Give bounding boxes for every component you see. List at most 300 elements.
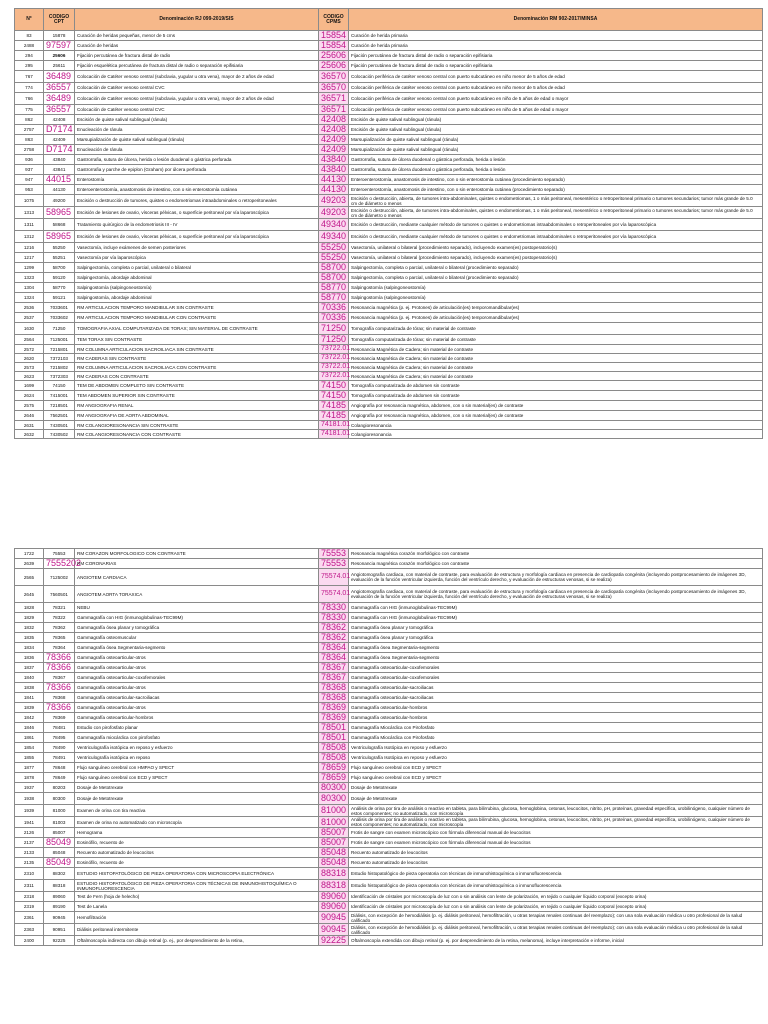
cell-codigo-cpms: 25606	[319, 61, 349, 71]
cell-denominacion-rm: Colangioresonancia	[349, 421, 763, 430]
table-row	[15, 93, 763, 105]
cell-codigo-cpms: 74181.01	[319, 430, 349, 439]
cell-num: 1075	[15, 195, 44, 207]
cell-num: 2400	[15, 936, 44, 946]
table-row	[15, 219, 763, 231]
cell-codigo-cpt: 88318	[44, 880, 75, 892]
cell-denominacion-rm: Vasectomía, unilateral o bilateral (procedimiento separado), incluyendo examen(es) postoperatorio(s)	[349, 243, 763, 253]
cell-denominacion-rm: Marsupialización de quiste salival sublingual (ránula)	[349, 145, 763, 155]
table-row	[15, 303, 763, 313]
cell-codigo-cpms: 71250	[319, 323, 349, 335]
table-row	[15, 345, 763, 354]
cell-codigo-cpt: 43841	[44, 165, 75, 175]
cell-denominacion-rj: RM COLANGIORESONANCIA CON CONTRASTE	[75, 430, 319, 439]
cell-denominacion-rj: Salpingostomía (salpingoneostomía)	[75, 283, 319, 293]
cell-denominacion-rm: Tomografía computarizada de tórax; sin material de contraste	[349, 335, 763, 345]
cell-codigo-cpt: 55250	[44, 243, 75, 253]
cell-denominacion-rj: Ventriculografía isotópica en reposo	[75, 753, 319, 763]
cell-denominacion-rj: Gammagrafía osteoarticular-otros	[75, 653, 319, 663]
cell-denominacion-rm: Gammagrafía osteoarticular-sacroiliacas	[349, 683, 763, 693]
table-row	[15, 125, 763, 135]
cell-codigo-cpt: 59120	[44, 273, 75, 283]
table-row	[15, 293, 763, 303]
cell-denominacion-rj: RM ANGIOGRAFIA RENAL	[75, 401, 319, 411]
cell-num: 1937	[15, 783, 44, 793]
cell-codigo-cpt: 78365	[44, 633, 75, 643]
cell-codigo-cpt: 89190	[44, 902, 75, 912]
cell-codigo-cpt: 85007	[44, 828, 75, 838]
cell-denominacion-rj: RM ANGIOGRAFIA DE AORTA ABDOMINAL	[75, 411, 319, 421]
cell-denominacion-rm: Análisis de orina por tira de análisis o reactivo en tableta, para bilirrubina, glucosa, hemoglobina, cetonas, leucocitos, nitrito, pH, proteínas, gravedad específica, urobilinógeno, cualquier número de estos componentes; no automatizado, con microscopía	[349, 805, 763, 817]
table-row	[15, 763, 763, 773]
cell-num: 2361	[15, 912, 44, 924]
cell-num: 775	[15, 105, 44, 115]
cell-codigo-cpt: 97597	[44, 41, 75, 51]
table-row	[15, 793, 763, 805]
page-gap	[0, 530, 768, 548]
cell-denominacion-rm: Angiotomografía cardiaca, con material de contraste, para evaluación de estructura y morfología cardiaca en presencia de cardiopatía congénita (incluyendo postprocesamiento de imágenes 3D, evaluación de la función ventricular izquierda, función del ventrículo derecho, y evaluación de estructuras venosas, si se realiza)	[349, 586, 763, 603]
cell-codigo-cpt: 7372303	[44, 372, 75, 381]
table-row	[15, 430, 763, 439]
table-row	[15, 313, 763, 323]
cell-denominacion-rm: Gammagrafía osteoarticular-coxofemorales	[349, 663, 763, 673]
document-page-1	[14, 8, 762, 439]
cell-codigo-cpms: 75574.01	[319, 569, 349, 586]
cell-denominacion-rj: RM CORAZON MORFOLOGICO CON CONTRASTE	[75, 549, 319, 559]
cell-num: 2631	[15, 421, 44, 430]
cell-codigo-cpms: 78368	[319, 683, 349, 693]
cell-denominacion-rm: Enteroenterostomía, anastomosis de intestino, con o sin enterostomía cutánea (procedimiento separado)	[349, 175, 763, 185]
table-row	[15, 549, 763, 559]
cell-codigo-cpms: 78364	[319, 653, 349, 663]
cell-codigo-cpt: 78366	[44, 683, 75, 693]
cell-denominacion-rj: Gammagrafía con HIG (inmunoglobulinas-TEC99M)	[75, 613, 319, 623]
cell-num: 2645	[15, 586, 44, 603]
cell-codigo-cpt: 58668	[44, 219, 75, 231]
table-row	[15, 243, 763, 253]
cell-codigo-cpt: 78366	[44, 703, 75, 713]
cell-codigo-cpms: 36570	[319, 83, 349, 93]
cell-denominacion-rj: RM COLUMNA ARTICULACION SACROILIACA SIN CONTRASTE	[75, 345, 319, 354]
cell-codigo-cpms: 73722.01	[319, 345, 349, 354]
cell-codigo-cpt: 78362	[44, 623, 75, 633]
cell-codigo-cpms: 42408	[319, 125, 349, 135]
cell-codigo-cpms: 78367	[319, 663, 349, 673]
table-row	[15, 828, 763, 838]
cell-denominacion-rj: TOMOGRAFIA AXIAL COMPUTARIZADA DE TORAX; SIN MATERIAL DE CONTRASTE	[75, 323, 319, 335]
cell-denominacion-rm: Vasectomía, unilateral o bilateral (procedimiento separado), incluyendo examen(es) postoperatorio(s)	[349, 253, 763, 263]
cell-codigo-cpt: D7174	[44, 145, 75, 155]
cell-denominacion-rj: Enucleación de ránula	[75, 145, 319, 155]
cell-denominacion-rj: Test de Fern (hoja de helecho)	[75, 892, 319, 902]
cell-codigo-cpms: 78364	[319, 643, 349, 653]
cell-num: 1324	[15, 293, 44, 303]
cell-num: 2573	[15, 363, 44, 372]
table-row	[15, 936, 763, 946]
cell-denominacion-rj: Eosinófilo, recuento de	[75, 838, 319, 848]
cell-num: 2363	[15, 924, 44, 936]
cell-num: 1841	[15, 693, 44, 703]
cell-codigo-cpt: 80203	[44, 783, 75, 793]
cell-denominacion-rj: RM CORONARIAS	[75, 559, 319, 569]
cell-denominacion-rj: Gammagrafía miocárdica con pirofosfato	[75, 733, 319, 743]
cell-codigo-cpt: 75553	[44, 549, 75, 559]
cell-denominacion-rj: RM COLUMNA ARTICULACION SACROILIACA CON CONTRASTE	[75, 363, 319, 372]
cell-codigo-cpms: 15854	[319, 31, 349, 41]
cell-num: 1855	[15, 753, 44, 763]
cell-denominacion-rm: Resonancia magnética corazón morfológico con contraste	[349, 559, 763, 569]
table-row	[15, 603, 763, 613]
cell-denominacion-rj: Escisión de lesiones de ovario, vísceras pélvicas, o superficie peritoneal por vía laparoscópica	[75, 207, 319, 219]
cell-codigo-cpms: 70336	[319, 313, 349, 323]
cell-codigo-cpt: 78495	[44, 733, 75, 743]
cell-codigo-cpt: 78491	[44, 753, 75, 763]
cell-num: 2624	[15, 391, 44, 401]
cell-codigo-cpms: 81000	[319, 805, 349, 817]
cell-denominacion-rj: Dosaje de Metotrexate	[75, 793, 319, 805]
cell-denominacion-rj: RM ARTICULACION TEMPORO MANDIBULAR SIN CONTRASTE	[75, 303, 319, 313]
table-row	[15, 135, 763, 145]
table-row	[15, 868, 763, 880]
cell-denominacion-rm: Angiografía por resonancia magnética, abdomen, con o sin material(es) de contraste	[349, 411, 763, 421]
cell-codigo-cpms: 78330	[319, 603, 349, 613]
cell-codigo-cpms: 44130	[319, 175, 349, 185]
cell-denominacion-rm: Colocación periférica de catéter venoso central con puerto subcutáneo en niño de 5 años de edad o mayor	[349, 93, 763, 105]
cell-codigo-cpt: 44130	[44, 185, 75, 195]
cell-denominacion-rm: Recuento automatizado de leucocitos	[349, 848, 763, 858]
cell-denominacion-rj: Tratamiento quirúrgico de la endometriosis III - IV	[75, 219, 319, 231]
cell-codigo-cpt: 55251	[44, 253, 75, 263]
cell-denominacion-rm: Salpingectomía, completa o parcial, unilateral o bilateral (procedimiento separado)	[349, 263, 763, 273]
cell-codigo-cpms: 43840	[319, 155, 349, 165]
cell-codigo-cpt: 36557	[44, 83, 75, 93]
table-row	[15, 273, 763, 283]
cell-codigo-cpt: 7430501	[44, 421, 75, 430]
cell-denominacion-rj: Salpingostomía, abordaje abdominal	[75, 293, 319, 303]
cell-codigo-cpt: 78649	[44, 773, 75, 783]
cell-denominacion-rj: Marsupialización de quiste salival sublingual (ránula)	[75, 135, 319, 145]
table-row	[15, 653, 763, 663]
cell-codigo-cpt: 58770	[44, 283, 75, 293]
cell-num: 2311	[15, 880, 44, 892]
table-row	[15, 411, 763, 421]
cell-codigo-cpms: 70336	[319, 303, 349, 313]
cell-codigo-cpms: 44130	[319, 185, 349, 195]
cell-codigo-cpms: 58700	[319, 263, 349, 273]
cell-denominacion-rj: RM ARTICULACION TEMPORO MANDIBULAR CON CONTRASTE	[75, 313, 319, 323]
table-row	[15, 363, 763, 372]
document-page-2	[14, 548, 762, 946]
cell-codigo-cpt: 90945	[44, 912, 75, 924]
cell-codigo-cpms: 42409	[319, 135, 349, 145]
cell-codigo-cpt: 78648	[44, 763, 75, 773]
cell-denominacion-rj: Colocación de Catéter venoso central (subclavia, yugular u otra vena), mayor de 2 años de edad	[75, 71, 319, 83]
cell-denominacion-rj: NEBU	[75, 603, 319, 613]
cell-num: 2536	[15, 303, 44, 313]
cell-denominacion-rm: Tomografía computarizada de abdomen sin contraste	[349, 381, 763, 391]
table-row	[15, 848, 763, 858]
cell-num: 1216	[15, 243, 44, 253]
cell-denominacion-rm: Dosaje de Metotrexate	[349, 783, 763, 793]
table-row	[15, 231, 763, 243]
cell-codigo-cpms: 55250	[319, 243, 349, 253]
cell-codigo-cpms: 78367	[319, 673, 349, 683]
cell-denominacion-rm: Curación de herida primaria	[349, 31, 763, 41]
cell-denominacion-rj: TEM TORAX SIN CONTRASTE	[75, 335, 319, 345]
cell-denominacion-rm: Gammagrafía osteoarticular-coxofemorales	[349, 673, 763, 683]
cell-denominacion-rj: Gammagrafía osteoarticular-otros	[75, 683, 319, 693]
cell-codigo-cpms: 49340	[319, 231, 349, 243]
cell-num: 2318	[15, 892, 44, 902]
cell-denominacion-rm: Resonancia magnética (p. ej. Protones) de articulación(es) temporomandibular(es)	[349, 313, 763, 323]
cell-denominacion-rm: Resonancia Magnética de Cadera; sin material de contraste	[349, 372, 763, 381]
table-row	[15, 31, 763, 41]
cell-codigo-cpms: 80300	[319, 793, 349, 805]
cell-codigo-cpms: 78330	[319, 613, 349, 623]
table-row	[15, 105, 763, 115]
cell-denominacion-rj: Salpingectomía, completa o parcial, unilateral o bilateral	[75, 263, 319, 273]
table-row	[15, 195, 763, 207]
cell-denominacion-rj: Diálisis peritoneal intermitente	[75, 924, 319, 936]
cell-codigo-cpt: 58965	[44, 231, 75, 243]
cell-codigo-cpms: 85048	[319, 858, 349, 868]
cell-num: 2646	[15, 411, 44, 421]
cell-codigo-cpms: 49340	[319, 219, 349, 231]
cell-denominacion-rj: Gammagrafía osteoarticular-otros	[75, 703, 319, 713]
cell-num: 774	[15, 83, 44, 93]
table-row	[15, 71, 763, 83]
cell-num: 2565	[15, 569, 44, 586]
cell-codigo-cpt: 88302	[44, 868, 75, 880]
table-row	[15, 559, 763, 569]
cell-num: 295	[15, 61, 44, 71]
cell-denominacion-rm: Identificación de cristales por microscopía de luz con o sin análisis con lente de polarización, en tejido o cualquier líquido corporal (excepto orina)	[349, 902, 763, 912]
cell-codigo-cpt: 25606	[44, 51, 75, 61]
cell-codigo-cpms: 74185	[319, 411, 349, 421]
cell-denominacion-rj: Gastrorrafia, sutura de úlcera, herida o lesión duodenal o gástrica perforada	[75, 155, 319, 165]
cell-num: 1829	[15, 613, 44, 623]
cell-denominacion-rj: Flujo sanguíneo cerebral con HMPAO y SPECT	[75, 763, 319, 773]
cell-denominacion-rm: Frotis de sangre con examen microscópico con fórmula diferencial manual de leucocitos	[349, 828, 763, 838]
cell-codigo-cpt: 78490	[44, 743, 75, 753]
cell-codigo-cpt: 25611	[44, 61, 75, 71]
cell-denominacion-rm: Gammagrafía ósea planar y tomográfica	[349, 623, 763, 633]
table-row	[15, 743, 763, 753]
table-body-1	[15, 31, 763, 439]
cell-denominacion-rj: Oftalmoscopía indirecta con dibujo retinal (p. ej., por desprendimiento de la retina,	[75, 936, 319, 946]
code-mapping-table-1	[14, 8, 763, 439]
cell-codigo-cpms: 89060	[319, 902, 349, 912]
cell-codigo-cpms: 73722.01	[319, 363, 349, 372]
cell-num: 1837	[15, 663, 44, 673]
cell-num: 1861	[15, 733, 44, 743]
table-body-2	[15, 549, 763, 946]
table-row	[15, 613, 763, 623]
cell-codigo-cpt: 80300	[44, 793, 75, 805]
cell-codigo-cpms: 78508	[319, 753, 349, 763]
cell-denominacion-rm: Estudio histopatológico de pieza operatoria con técnicas de inmunohistoquímica o inmunofluorescencia	[349, 880, 763, 892]
cell-codigo-cpt: 78366	[44, 653, 75, 663]
table-row	[15, 263, 763, 273]
cell-codigo-cpt: 7215802	[44, 363, 75, 372]
cell-num: 83	[15, 31, 44, 41]
cell-denominacion-rj: ANGIOTEM AORTA TORAXICA	[75, 586, 319, 603]
cell-denominacion-rj: TEM DE ABDOMEN COMPLETO SIN CONTRASTE	[75, 381, 319, 391]
table-row	[15, 703, 763, 713]
table-row	[15, 381, 763, 391]
cell-num: 1854	[15, 743, 44, 753]
table-row	[15, 207, 763, 219]
table-row	[15, 354, 763, 363]
table-row	[15, 817, 763, 828]
cell-codigo-cpms: 78362	[319, 633, 349, 643]
cell-denominacion-rm: Escisión de quiste salival sublingual (ránula)	[349, 115, 763, 125]
cell-codigo-cpt: 44015	[44, 175, 75, 185]
cell-denominacion-rj: Salpingectomía, abordaje abdominal	[75, 273, 319, 283]
cell-denominacion-rj: Gammagrafía osteoarticular-sacroiliacas	[75, 693, 319, 703]
cell-num: 1840	[15, 673, 44, 683]
cell-denominacion-rm: Colocación periférica de catéter venoso central con puerto subcutáneo en niño menor de 5 años de edad	[349, 71, 763, 83]
cell-denominacion-rm: Estudio histopatológico de pieza operatoria con técnicas de inmunohistoquímica o inmunofluorescencia	[349, 868, 763, 880]
cell-num: 2310	[15, 868, 44, 880]
table-row	[15, 753, 763, 763]
cell-num: 1323	[15, 273, 44, 283]
cell-num: 1878	[15, 773, 44, 783]
cell-denominacion-rj: Enterostomía	[75, 175, 319, 185]
cell-codigo-cpt: 7562501	[44, 411, 75, 421]
table-header-row	[15, 9, 763, 31]
cell-codigo-cpms: 89060	[319, 892, 349, 902]
cell-num: 1312	[15, 231, 44, 243]
table-row	[15, 673, 763, 683]
cell-denominacion-rm: Salpingectomía, completa o parcial, unilateral o bilateral (procedimiento separado)	[349, 273, 763, 283]
cell-codigo-cpms: 36571	[319, 105, 349, 115]
cell-codigo-cpt: 36489	[44, 93, 75, 105]
cell-codigo-cpms: 85048	[319, 848, 349, 858]
cell-codigo-cpms: 85007	[319, 838, 349, 848]
cell-codigo-cpt: 78322	[44, 613, 75, 623]
cell-num: 1939	[15, 805, 44, 817]
cell-denominacion-rj: Colocación de Catéter venoso central CVC	[75, 105, 319, 115]
cell-denominacion-rm: Gastrorrafia, sutura de úlcera duodenal o gástrica perforada, herida o lesión	[349, 155, 763, 165]
cell-codigo-cpms: 49203	[319, 207, 349, 219]
cell-denominacion-rm: Enteroenterostomía, anastomosis de intestino, con o sin enterostomía cutánea (procedimiento separado)	[349, 185, 763, 195]
table-row	[15, 693, 763, 703]
cell-codigo-cpt: 7125002	[44, 569, 75, 586]
cell-num: 2639	[15, 559, 44, 569]
table-row	[15, 61, 763, 71]
cell-denominacion-rj: Examen de orina no automatizado con microscopía	[75, 817, 319, 828]
table-row	[15, 713, 763, 723]
cell-num: 2575	[15, 401, 44, 411]
cell-codigo-cpms: 78659	[319, 773, 349, 783]
cell-denominacion-rj: Colocación de Catéter venoso central (subclavia, yugular u otra vena), mayor de 2 años de edad	[75, 93, 319, 105]
cell-denominacion-rj: Enucleación de ránula	[75, 125, 319, 135]
cell-num: 1832	[15, 623, 44, 633]
table-row	[15, 83, 763, 93]
cell-codigo-cpms: 49203	[319, 195, 349, 207]
cell-denominacion-rm: Resonancia Magnética de Cadera; sin material de contraste	[349, 363, 763, 372]
cell-num: 2620	[15, 354, 44, 363]
cell-codigo-cpt: 78368	[44, 693, 75, 703]
cell-denominacion-rj: Curación de heridas	[75, 41, 319, 51]
table-row	[15, 165, 763, 175]
table-row	[15, 323, 763, 335]
cell-codigo-cpms: 74150	[319, 381, 349, 391]
table-row	[15, 421, 763, 430]
cell-denominacion-rm: Escisión o destrucción, abierta, de tumores intra-abdominales, quistes o endometriomas, 1 o más peritoneal, mesentérico o retroperitoneal primario o tumores secundarios; tumor más grande de 5.0 cm de diámetro o menos	[349, 207, 763, 219]
table-row	[15, 155, 763, 165]
cell-denominacion-rm: Gammagrafía ósea Segmentaria-segmento	[349, 653, 763, 663]
table-row	[15, 253, 763, 263]
cell-codigo-cpms: 55250	[319, 253, 349, 263]
cell-denominacion-rm: Tomografía computarizada de tórax; sin material de contraste	[349, 323, 763, 335]
cell-denominacion-rj: Colocación de Catéter venoso central CVC	[75, 83, 319, 93]
cell-denominacion-rm: Gammagrafía osteoarticular-hombros	[349, 713, 763, 723]
table-row	[15, 391, 763, 401]
cell-num: 2564	[15, 335, 44, 345]
cell-denominacion-rj: Examen de orina con tira reactiva	[75, 805, 319, 817]
cell-num: 1304	[15, 283, 44, 293]
cell-denominacion-rj: Escisión de quiste salival sublingual (ránula)	[75, 115, 319, 125]
cell-codigo-cpms: 74150	[319, 391, 349, 401]
cell-codigo-cpt: 90951	[44, 924, 75, 936]
cell-denominacion-rm: Gammagrafía Miocárdica con Pirofosfato	[349, 733, 763, 743]
cell-denominacion-rm: Gastrorrafia, sutura de úlcera duodenal o gástrica perforada, herida o lesión	[349, 165, 763, 175]
cell-num: 2135	[15, 858, 44, 868]
cell-denominacion-rm: Gammagrafía osteoarticular-sacroiliacas	[349, 693, 763, 703]
cell-codigo-cpms: 36571	[319, 93, 349, 105]
table-row	[15, 115, 763, 125]
cell-codigo-cpt: 43840	[44, 155, 75, 165]
cell-denominacion-rj: ESTUDIO HISTOPATOLÓGICO DE PIEZA OPERATORIA CON TÉCNICAS DE INMUNOHISTOQUÍMICA O INMUNOFLUORESCENCIA	[75, 880, 319, 892]
cell-codigo-cpt: 15878	[44, 31, 75, 41]
cell-codigo-cpms: 78501	[319, 723, 349, 733]
cell-denominacion-rm: Gammagrafía con HIG (inmunoglobulinas-TEC99M)	[349, 613, 763, 623]
cell-codigo-cpt: 85049	[44, 858, 75, 868]
cell-denominacion-rm: Resonancia magnética (p. ej. Protones) de articulación(es) temporomandibular(es)	[349, 303, 763, 313]
cell-codigo-cpms: 81000	[319, 817, 349, 828]
cell-denominacion-rj: Hemograma	[75, 828, 319, 838]
cell-denominacion-rj: Vasectomía, incluye exámenes de semen posteriores	[75, 243, 319, 253]
cell-codigo-cpms: 80300	[319, 783, 349, 793]
table-row	[15, 175, 763, 185]
cell-codigo-cpt: 89060	[44, 892, 75, 902]
cell-codigo-cpms: 43840	[319, 165, 349, 175]
cell-codigo-cpt: 7555202	[44, 559, 75, 569]
cell-codigo-cpms: 42409	[319, 145, 349, 155]
cell-denominacion-rm: Frotis de sangre con examen microscópico con fórmula diferencial manual de leucocitos	[349, 838, 763, 848]
cell-codigo-cpms: 58700	[319, 273, 349, 283]
cell-codigo-cpms: 78508	[319, 743, 349, 753]
cell-denominacion-rm: Identificación de cristales por microscopía de luz con o sin análisis con lente de polarización, en tejido o cualquier líquido corporal (excepto orina)	[349, 892, 763, 902]
header-denominacion-rm: Denominación RM 902-2017/MINSA	[349, 9, 763, 31]
code-mapping-table-2	[14, 548, 763, 946]
cell-denominacion-rj: Gammagrafía osteoarticular-coxofemorales	[75, 673, 319, 683]
cell-codigo-cpms: 71250	[319, 335, 349, 345]
cell-codigo-cpt: 36557	[44, 105, 75, 115]
cell-num: 1842	[15, 713, 44, 723]
cell-denominacion-rm: Ventriculografía Isotópica en reposo y esfuerzo	[349, 743, 763, 753]
cell-codigo-cpms: 78501	[319, 733, 349, 743]
cell-codigo-cpt: 42409	[44, 135, 75, 145]
cell-num: 953	[15, 185, 44, 195]
table-row	[15, 372, 763, 381]
cell-denominacion-rj: Gammagrafía ósea planar y tomográfica	[75, 623, 319, 633]
cell-denominacion-rj: RM COLANGIORESONANCIA SIN CONTRASTE	[75, 421, 319, 430]
cell-codigo-cpms: 88318	[319, 868, 349, 880]
cell-denominacion-rm: Flujo sanguíneo cerebral con ECD y SPECT	[349, 763, 763, 773]
